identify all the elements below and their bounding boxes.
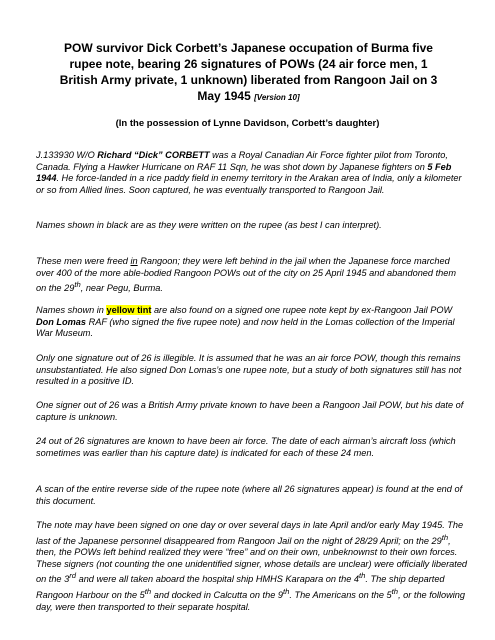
text-segment: . The Americans on the 5 <box>289 590 392 601</box>
text-segment: , near Pegu, Burma. <box>80 283 163 294</box>
paragraph-british-army: One signer out of 26 was a British Army private known to have been a Rangoon Jail POW, but his date of capture is unknown. <box>36 400 464 422</box>
text-segment: are also found on a signed one rupee note kept by ex-Rangoon Jail POW <box>151 305 453 315</box>
text-segment: and were all taken aboard the hospital ship HMHS Karapara on the 4 <box>76 574 359 585</box>
text-segment: These men were freed <box>36 256 131 266</box>
ordinal-suffix: th <box>282 587 290 597</box>
paragraph-yellow-tint <box>36 305 468 340</box>
title-text: POW survivor Dick Corbett’s Japanese occupation of Burma five rupee note, bearing 26 signatures of POWs (24 air force men, 1 British Army private, 1 unknown) liberated from Rangoon Jail on 3 May 1945 <box>59 41 438 103</box>
text-segment: was a Royal Canadian Air Force fighter pilot from Toronto, Canada. Flying a Hawker Hurricane on RAF 11 Sqn, he was shot down by Japanese fighters on <box>36 150 448 172</box>
possession-note: (In the possession of Lynne Davidson, Corbett’s daughter) <box>115 118 380 129</box>
ordinal-suffix: th <box>144 587 152 597</box>
paragraph-air-force-signatures: 24 out of 26 signatures are known to have been air force. The date of each airman’s aircraft loss (which sometimes was earlier than his capture date) is indicated for each of these 24 men. <box>36 436 456 458</box>
ordinal-suffix: rd <box>69 571 77 581</box>
text-segment: . He force-landed in a rice paddy field in enemy territory in the Arakan area of India, only a kilometer or so from Allied lines. Soon captured, he was eventually transported to Rangoon Jail. <box>36 173 462 195</box>
text-segment: J.133930 W/O <box>36 150 98 160</box>
ordinal-suffix: th <box>441 532 449 542</box>
ordinal-suffix: th <box>358 571 366 581</box>
ordinal-suffix: th <box>74 280 81 290</box>
shot-down-date: 5 Feb 1944 <box>36 161 452 184</box>
text-segment: Rangoon; they were left behind in the jail when the Japanese force marched over 400 of the more able-bodied Rangoon POWs out of the city on 25 April 1945 and abandoned them on the 29 <box>36 256 457 294</box>
ordinal-suffix: th <box>391 587 399 597</box>
text-segment: , then, the POWs left behind realized they were “free” and on their own, unbeknownst to their own forces. These signers (not counting the one unidentified signer, whose details are unclear) were officially liberated on the 3 <box>36 535 468 585</box>
text-segment: . The ship departed Rangoon Harbour on the 5 <box>36 574 445 601</box>
corbett-name: Richard “Dick” CORBETT <box>97 150 210 160</box>
document-title <box>56 40 441 106</box>
text-segment: , or the following day, were then transported to their separate hospital. <box>36 590 465 612</box>
paragraph-corbett-bio <box>36 150 468 196</box>
version-label: [Version 10] <box>254 93 300 102</box>
text-segment: Names shown in <box>36 305 107 315</box>
lomas-name: Don Lomas <box>36 316 87 327</box>
underlined-word: in <box>130 256 138 266</box>
text-segment: RAF (who signed the five rupee note) and now held in the Lomas collection of the Imperial War Museum. <box>36 316 455 339</box>
text-segment: and docked in Calcutta on the 9 <box>151 590 283 601</box>
paragraph-signing-timeline <box>36 520 468 613</box>
text-segment: The note may have been signed on one day or over several days in late April and/or early May 1945. The last of the Japanese personnel disappeared from Rangoon Jail on the night of 28/29 April; on the 29 <box>36 520 464 546</box>
paragraph-freed-in-rangoon <box>36 256 468 295</box>
paragraph-names-black: Names shown in black are as they were written on the rupee (as best I can interpret). <box>36 220 382 230</box>
paragraph-reverse-scan: A scan of the entire reverse side of the rupee note (where all 26 signatures appear) is found at the end of this document. <box>36 484 463 506</box>
paragraph-illegible-signature: Only one signature out of 26 is illegible. It is assumed that he was an air force POW, though this remains unsubstantiated. He also signed Don Lomas’s one rupee note, but a study of both signatures still has not resulted in a positive ID. <box>36 353 462 387</box>
yellow-tint-highlight: yellow tint <box>106 305 152 315</box>
